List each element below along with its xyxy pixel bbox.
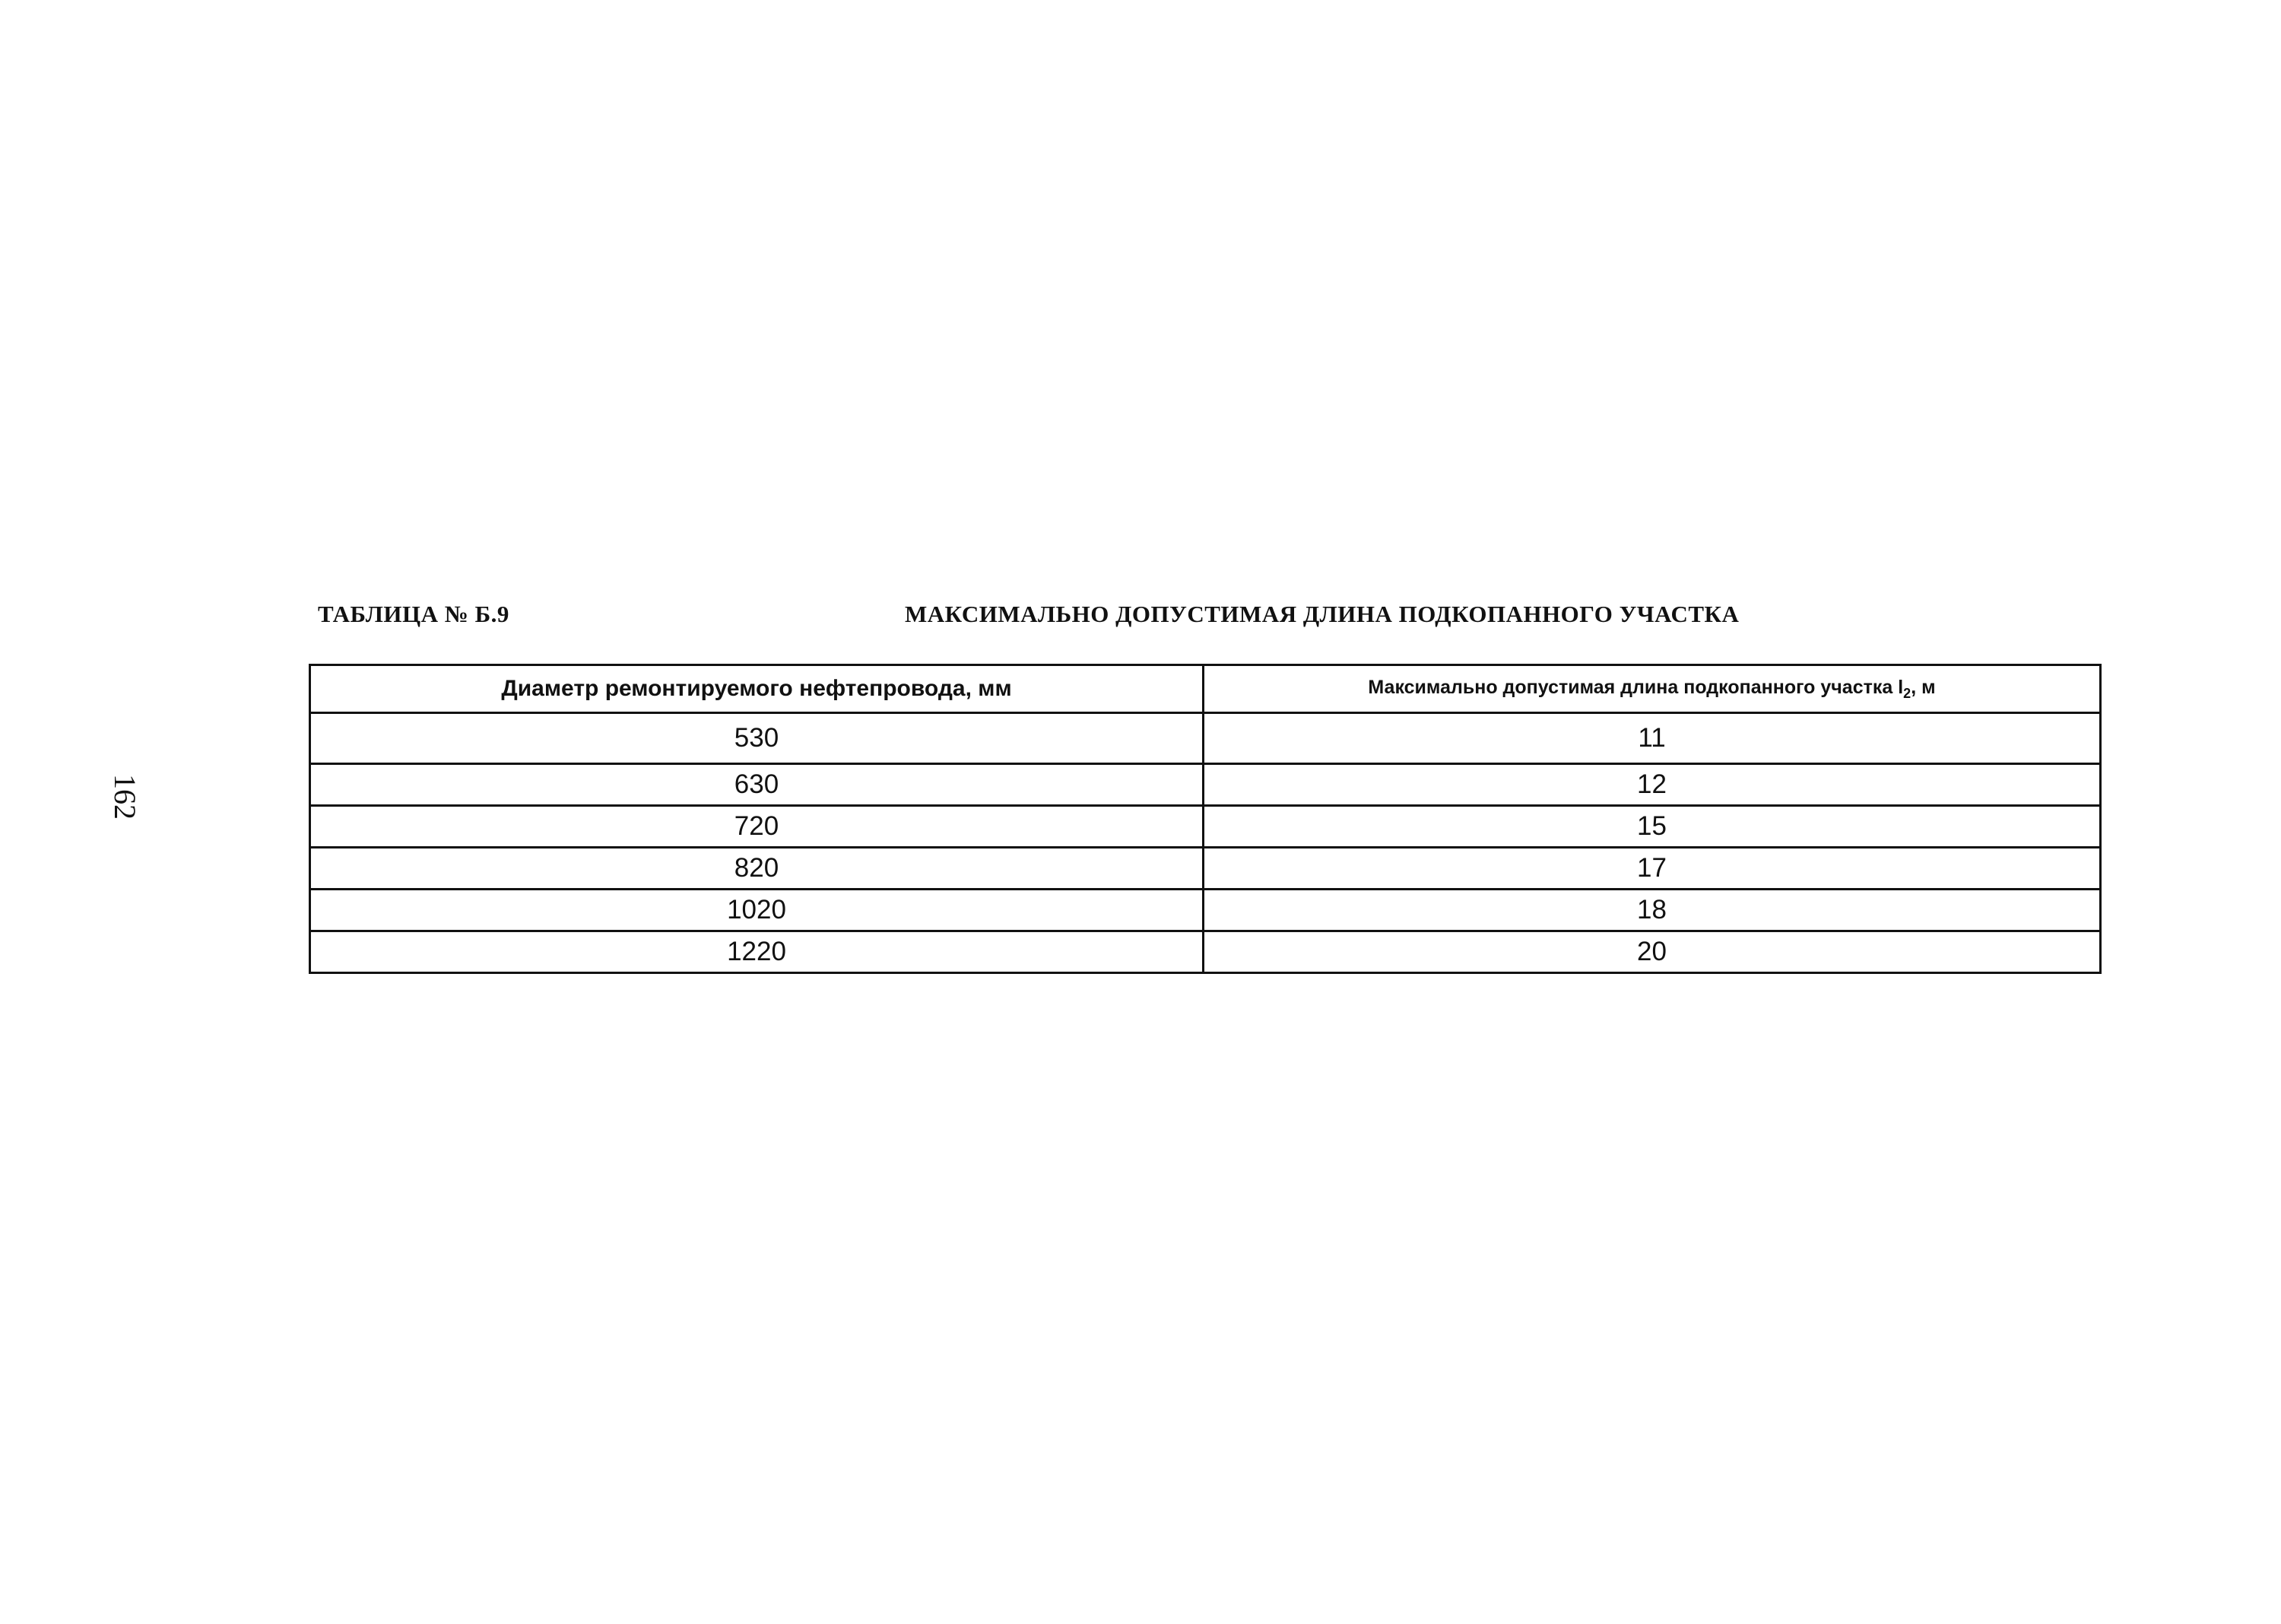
cell-length: 18	[1204, 890, 2101, 931]
cell-length: 15	[1204, 806, 2101, 848]
table-title: МАКСИМАЛЬНО ДОПУСТИМАЯ ДЛИНА ПОДКОПАННОГО УЧАСТКА	[905, 601, 1740, 627]
page-number: 162	[108, 774, 142, 820]
table-label: ТАБЛИЦА № Б.9	[318, 601, 509, 627]
cell-diameter: 720	[310, 806, 1204, 848]
cell-diameter: 820	[310, 848, 1204, 890]
header-max-length	[1204, 665, 2101, 713]
header-diameter: Диаметр ремонтируемого нефтепровода, мм	[310, 665, 1204, 713]
header-max-length-subscript: 2	[1903, 685, 1911, 701]
cell-diameter: 1220	[310, 931, 1204, 973]
table-row	[310, 890, 2101, 931]
table-row	[310, 764, 2101, 806]
table-row	[310, 713, 2101, 764]
table-row	[310, 931, 2101, 973]
cell-diameter: 530	[310, 713, 1204, 764]
cell-length: 20	[1204, 931, 2101, 973]
cell-length: 11	[1204, 713, 2101, 764]
cell-diameter: 630	[310, 764, 1204, 806]
cell-length: 12	[1204, 764, 2101, 806]
table-row	[310, 848, 2101, 890]
header-max-length-unit: , м	[1911, 676, 1936, 698]
header-max-length-text: Максимально допустимая длина подкопанного участка l	[1368, 676, 1904, 698]
data-table	[309, 664, 2102, 974]
table-row	[310, 806, 2101, 848]
cell-diameter: 1020	[310, 890, 1204, 931]
cell-length: 17	[1204, 848, 2101, 890]
table-header-row	[310, 665, 2101, 713]
